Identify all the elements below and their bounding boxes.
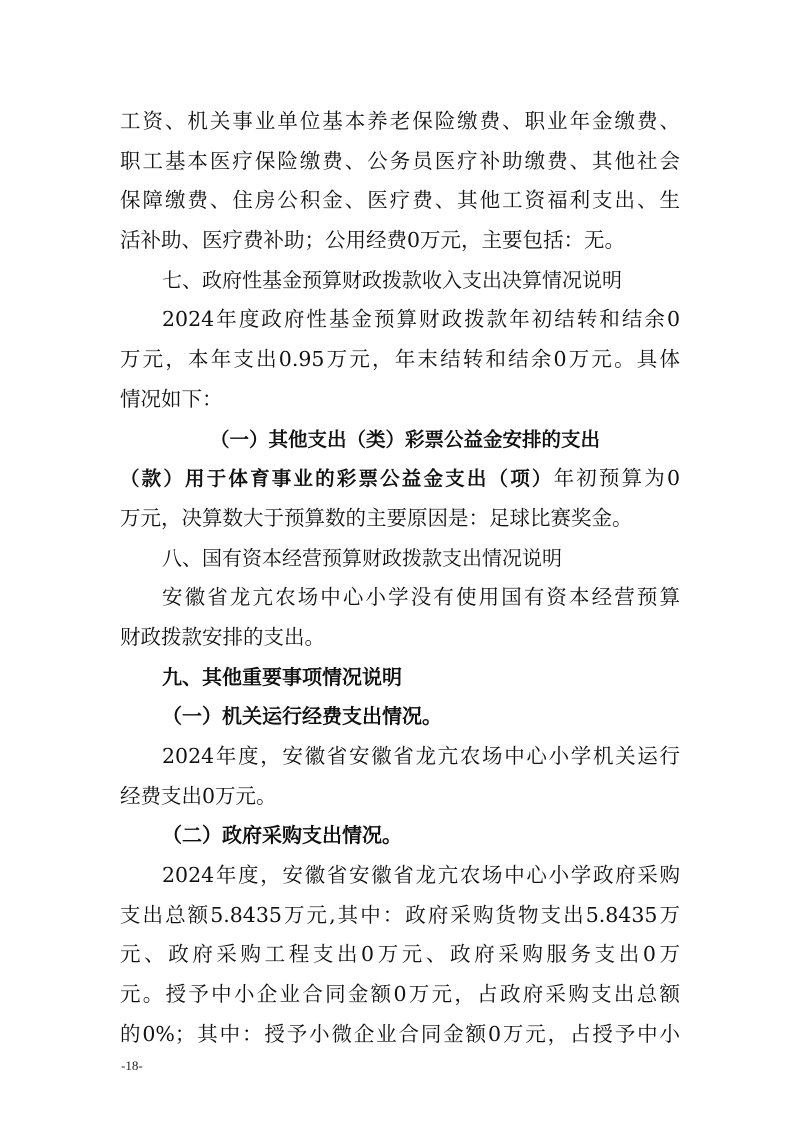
body-line: 的0%；其中：授予小微企业合同金额0万元，占授予中小 bbox=[120, 1021, 680, 1046]
body-line: 工资、机关事业单位基本养老保险缴费、职业年金缴费、 bbox=[120, 109, 680, 133]
body-line: 元、政府采购工程支出0万元、政府采购服务支出0万 bbox=[120, 942, 680, 967]
section-9-sub1-heading: （一）机关运行经费支出情况。 bbox=[162, 704, 442, 729]
body-line: 万元，决算数大于预算数的主要原因是：足球比赛奖金。 bbox=[120, 505, 633, 530]
body-line: 活补助、医疗费补助；公用经费0万元，主要包括：无。 bbox=[120, 228, 626, 253]
body-line: 2024年度，安徽省安徽省龙亢农场中心小学机关运行 bbox=[162, 744, 680, 768]
body-line: 情况如下： bbox=[120, 386, 223, 411]
section-9-sub2-heading: （二）政府采购支出情况。 bbox=[162, 823, 402, 848]
section-7-sub1-line bbox=[120, 459, 680, 499]
document-body bbox=[120, 102, 680, 1055]
section-7-sub1-text: 年初预算为0 bbox=[553, 466, 680, 491]
body-line: 经费支出0万元。 bbox=[120, 783, 277, 808]
body-line: 2024年度政府性基金预算财政拨款年初结转和结余0 bbox=[162, 307, 680, 332]
body-line: 支出总额5.8435万元,其中：政府采购货物支出5.8435万 bbox=[120, 902, 680, 927]
page-number: -18- bbox=[121, 1058, 143, 1073]
body-line: 安徽省龙亢农场中心小学没有使用国有资本经营预算 bbox=[162, 585, 680, 610]
body-line: 保障缴费、住房公积金、医疗费、其他工资福利支出、生 bbox=[120, 188, 680, 213]
section-7-sub1-heading: （一）其他支出（类）彩票公益金安排的支出 bbox=[210, 427, 601, 451]
body-line: 2024年度，安徽省安徽省龙亢农场中心小学政府采购 bbox=[162, 863, 680, 888]
section-9-heading: 九、其他重要事项情况说明 bbox=[162, 664, 402, 689]
body-line: 万元，本年支出0.95万元，年末结转和结余0万元。具体 bbox=[120, 347, 680, 372]
section-7-sub1-bold: （款）用于体育事业的彩票公益金支出（项） bbox=[120, 467, 554, 491]
section-8-heading: 八、国有资本经营预算财政拨款支出情况说明 bbox=[162, 545, 562, 570]
body-line: 元。授予中小企业合同金额0万元，占政府采购支出总额 bbox=[120, 982, 680, 1007]
body-line: 职工基本医疗保险缴费、公务员医疗补助缴费、其他社会 bbox=[120, 148, 680, 173]
body-line: 财政拨款安排的支出。 bbox=[120, 624, 325, 649]
section-7-heading: 七、政府性基金预算财政拨款收入支出决算情况说明 bbox=[162, 267, 622, 292]
